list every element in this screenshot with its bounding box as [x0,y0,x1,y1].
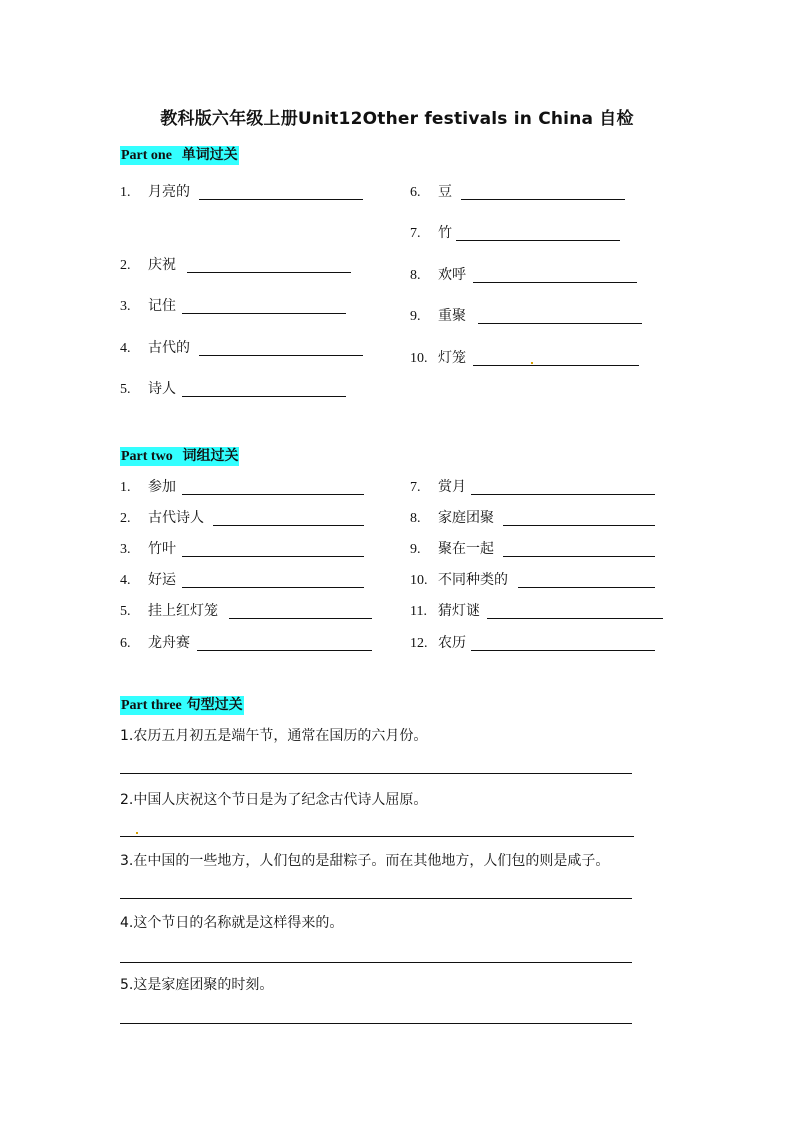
phrase-item [410,478,466,497]
phrase-item [120,509,204,528]
phrase-item [410,602,480,621]
answer-blank[interactable] [503,556,655,557]
item-number: 8. [410,268,421,283]
answer-blank[interactable] [182,313,346,314]
word-item [410,307,466,326]
item-number: 9. [410,542,421,557]
answer-line[interactable] [120,773,632,774]
phrase-item [410,509,494,528]
item-number: 10. [410,573,428,588]
item-number: 2. [120,511,131,526]
item-number: 12. [410,636,428,651]
item-number: 5. [120,382,131,397]
ink-mark [136,832,138,834]
answer-blank[interactable] [471,494,655,495]
part-two-label-en: Part two [121,449,173,464]
part-three-label-en: Part three [121,698,182,713]
phrase-item [410,540,494,559]
answer-blank[interactable] [473,282,637,283]
item-prompt: 古代的 [148,340,190,356]
item-prompt: 不同种类的 [438,572,508,588]
answer-blank[interactable] [187,272,351,273]
word-item [410,349,466,368]
item-number: 7. [410,226,421,241]
part-one-label-en: Part one [121,148,172,163]
item-number: 3. [120,299,131,314]
answer-blank[interactable] [182,396,346,397]
word-item [410,183,452,202]
item-number: 6. [410,185,421,200]
item-prompt: 欢呼 [438,267,466,283]
word-item [120,339,190,358]
item-number: 7. [410,480,421,495]
item-prompt: 聚在一起 [438,541,494,557]
answer-blank[interactable] [182,494,364,495]
phrase-item [410,571,508,590]
item-prompt: 灯笼 [438,350,466,366]
sentence-prompt: 5.这是家庭团聚的时刻。 [120,977,274,993]
phrase-item [410,634,466,653]
item-prompt: 诗人 [148,381,176,397]
item-prompt: 竹 [438,225,452,241]
answer-line[interactable] [120,962,632,963]
part-one-label-cn: 单词过关 [181,147,238,163]
answer-blank[interactable] [471,650,655,651]
answer-line[interactable] [120,836,634,837]
item-prompt: 挂上红灯笼 [148,603,218,619]
item-number: 5. [120,604,131,619]
item-prompt: 竹叶 [148,541,176,557]
item-number: 8. [410,511,421,526]
item-prompt: 参加 [148,479,176,495]
item-prompt: 赏月 [438,479,466,495]
phrase-item [120,571,176,590]
worksheet-title: 教科版六年级上册Unit12Other festivals in China 自检 [160,109,634,129]
item-number: 11. [410,604,427,619]
phrase-item [120,540,176,559]
phrase-item [120,634,190,653]
answer-blank[interactable] [229,618,372,619]
item-number: 10. [410,351,428,366]
sentence-prompt: 2.中国人庆祝这个节日是为了纪念古代诗人屈原。 [120,792,428,808]
item-number: 3. [120,542,131,557]
item-prompt: 豆 [438,184,452,200]
item-prompt: 庆祝 [148,257,176,273]
answer-line[interactable] [120,1023,632,1024]
answer-blank[interactable] [473,365,639,366]
item-prompt: 家庭团聚 [438,510,494,526]
part-one-header [120,146,239,165]
word-item [120,297,176,316]
word-item [410,224,452,243]
item-number: 1. [120,185,131,200]
part-two-label-cn: 词组过关 [182,448,239,464]
word-item [120,183,190,202]
item-prompt: 重聚 [438,308,466,324]
item-prompt: 古代诗人 [148,510,204,526]
sentence-prompt: 3.在中国的一些地方，人们包的是甜粽子。而在其他地方，人们包的则是咸子。 [120,853,610,869]
answer-blank[interactable] [461,199,625,200]
answer-blank[interactable] [199,355,363,356]
sentence-prompt: 1.农历五月初五是端午节，通常在国历的六月份。 [120,728,428,744]
word-item [120,256,176,275]
item-prompt: 月亮的 [148,184,190,200]
answer-blank[interactable] [182,556,364,557]
answer-blank[interactable] [213,525,364,526]
answer-line[interactable] [120,898,632,899]
item-prompt: 好运 [148,572,176,588]
ink-mark [531,362,533,364]
item-prompt: 农历 [438,635,466,651]
answer-blank[interactable] [518,587,655,588]
answer-blank[interactable] [487,618,663,619]
answer-blank[interactable] [503,525,655,526]
part-two-header [120,447,239,466]
item-number: 2. [120,258,131,273]
answer-blank[interactable] [199,199,363,200]
part-three-header [120,696,244,715]
item-number: 1. [120,480,131,495]
item-number: 6. [120,636,131,651]
item-number: 9. [410,309,421,324]
answer-blank[interactable] [197,650,372,651]
item-prompt: 猜灯谜 [438,603,480,619]
item-prompt: 龙舟赛 [148,635,190,651]
answer-blank[interactable] [478,323,642,324]
sentence-prompt: 4.这个节日的名称就是这样得来的。 [120,915,344,931]
phrase-item [120,478,176,497]
word-item [120,380,176,399]
item-prompt: 记住 [148,298,176,314]
item-number: 4. [120,341,131,356]
part-three-label-cn: 句型过关 [186,697,243,713]
answer-blank[interactable] [182,587,364,588]
item-number: 4. [120,573,131,588]
answer-blank[interactable] [456,240,620,241]
word-item [410,266,466,285]
phrase-item [120,602,218,621]
